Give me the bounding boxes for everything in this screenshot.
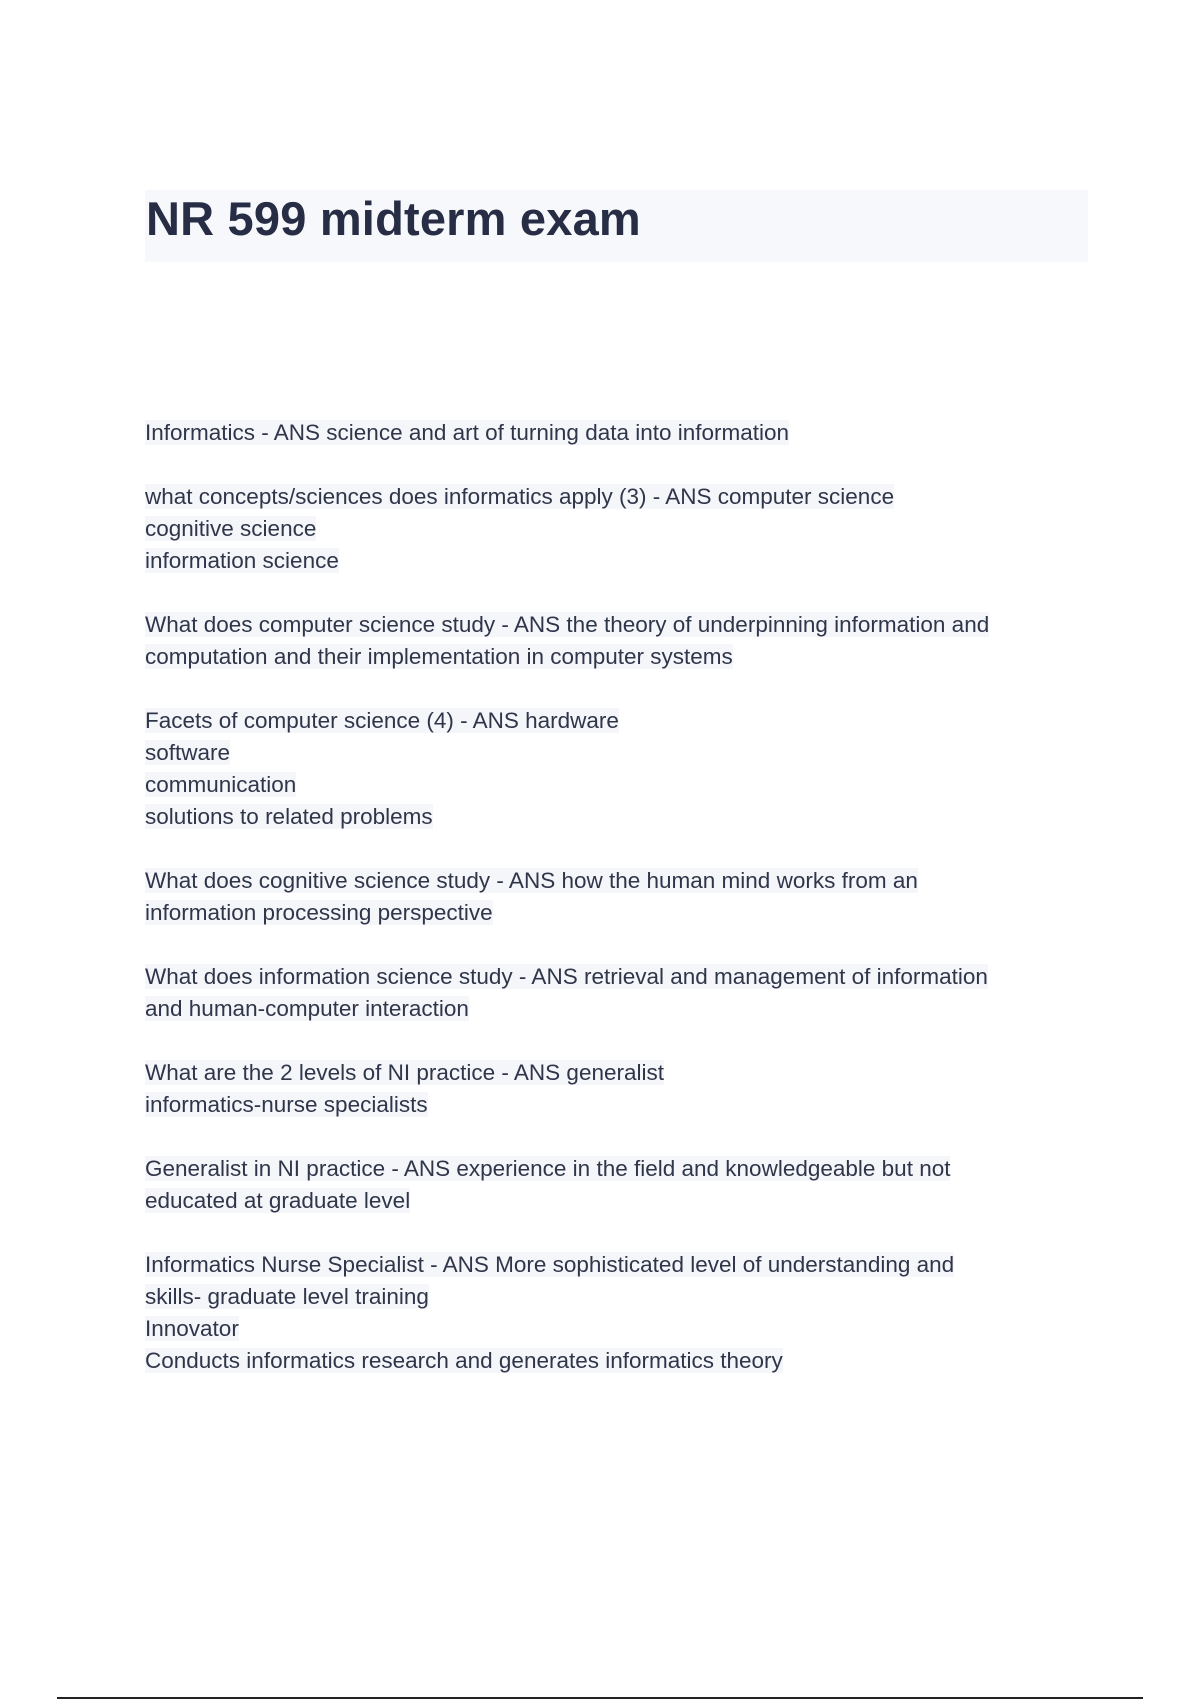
qa-question-line <box>145 1249 1085 1281</box>
qa-answer-line <box>145 1313 1085 1345</box>
qa-answer-text: Innovator <box>145 1316 239 1341</box>
qa-item <box>145 481 1085 577</box>
qa-item <box>145 417 1085 449</box>
qa-answer-text: software <box>145 740 231 765</box>
qa-answer-text: solutions to related problems <box>145 804 433 829</box>
qa-item <box>145 1249 1085 1377</box>
qa-answer-line <box>145 1185 1085 1217</box>
qa-question-line <box>145 1153 1085 1185</box>
qa-answer-text: cognitive science <box>145 516 317 541</box>
qa-answer-text: information science <box>145 548 339 573</box>
qa-question-text: What does computer science study - ANS the theory of underpinning information and <box>145 612 990 637</box>
qa-answer-line <box>145 897 1085 929</box>
qa-list <box>145 417 1085 1409</box>
qa-answer-text: informatics-nurse specialists <box>145 1092 428 1117</box>
qa-answer-line <box>145 1281 1085 1313</box>
qa-item <box>145 865 1085 929</box>
qa-answer-line <box>145 769 1085 801</box>
qa-question-text: Facets of computer science (4) - ANS hardware <box>145 708 619 733</box>
qa-question-text: What are the 2 levels of NI practice - ANS generalist <box>145 1060 664 1085</box>
qa-question-line <box>145 481 1085 513</box>
qa-answer-line <box>145 641 1085 673</box>
title-block <box>145 190 1088 262</box>
qa-item <box>145 705 1085 833</box>
qa-question-text: What does information science study - ANS retrieval and management of information <box>145 964 988 989</box>
qa-question-text: Generalist in NI practice - ANS experience in the field and knowledgeable but not <box>145 1156 951 1181</box>
qa-answer-line <box>145 513 1085 545</box>
qa-question-line <box>145 705 1085 737</box>
qa-answer-line <box>145 993 1085 1025</box>
qa-answer-text: communication <box>145 772 297 797</box>
qa-answer-line <box>145 737 1085 769</box>
qa-item <box>145 1153 1085 1217</box>
qa-question-line <box>145 961 1085 993</box>
qa-answer-line <box>145 801 1085 833</box>
qa-question-text: what concepts/sciences does informatics apply (3) - ANS computer science <box>145 484 895 509</box>
qa-answer-text: skills- graduate level training <box>145 1284 429 1309</box>
qa-question-text: Informatics - ANS science and art of turning data into information <box>145 420 790 445</box>
qa-question-line <box>145 1057 1085 1089</box>
qa-answer-text: and human-computer interaction <box>145 996 469 1021</box>
qa-answer-text: Conducts informatics research and generates informatics theory <box>145 1348 783 1373</box>
qa-answer-text: educated at graduate level <box>145 1188 411 1213</box>
qa-answer-text: computation and their implementation in computer systems <box>145 644 733 669</box>
qa-answer-text: information processing perspective <box>145 900 493 925</box>
bottom-rule <box>57 1697 1143 1699</box>
qa-item <box>145 609 1085 673</box>
qa-item <box>145 1057 1085 1121</box>
document-title: NR 599 midterm exam <box>146 192 641 245</box>
qa-question-line <box>145 417 1085 449</box>
qa-item <box>145 961 1085 1025</box>
qa-question-line <box>145 609 1085 641</box>
qa-answer-line <box>145 1345 1085 1377</box>
qa-answer-line <box>145 1089 1085 1121</box>
qa-question-text: What does cognitive science study - ANS how the human mind works from an <box>145 868 918 893</box>
qa-question-line <box>145 865 1085 897</box>
qa-question-text: Informatics Nurse Specialist - ANS More sophisticated level of understanding and <box>145 1252 955 1277</box>
qa-answer-line <box>145 545 1085 577</box>
